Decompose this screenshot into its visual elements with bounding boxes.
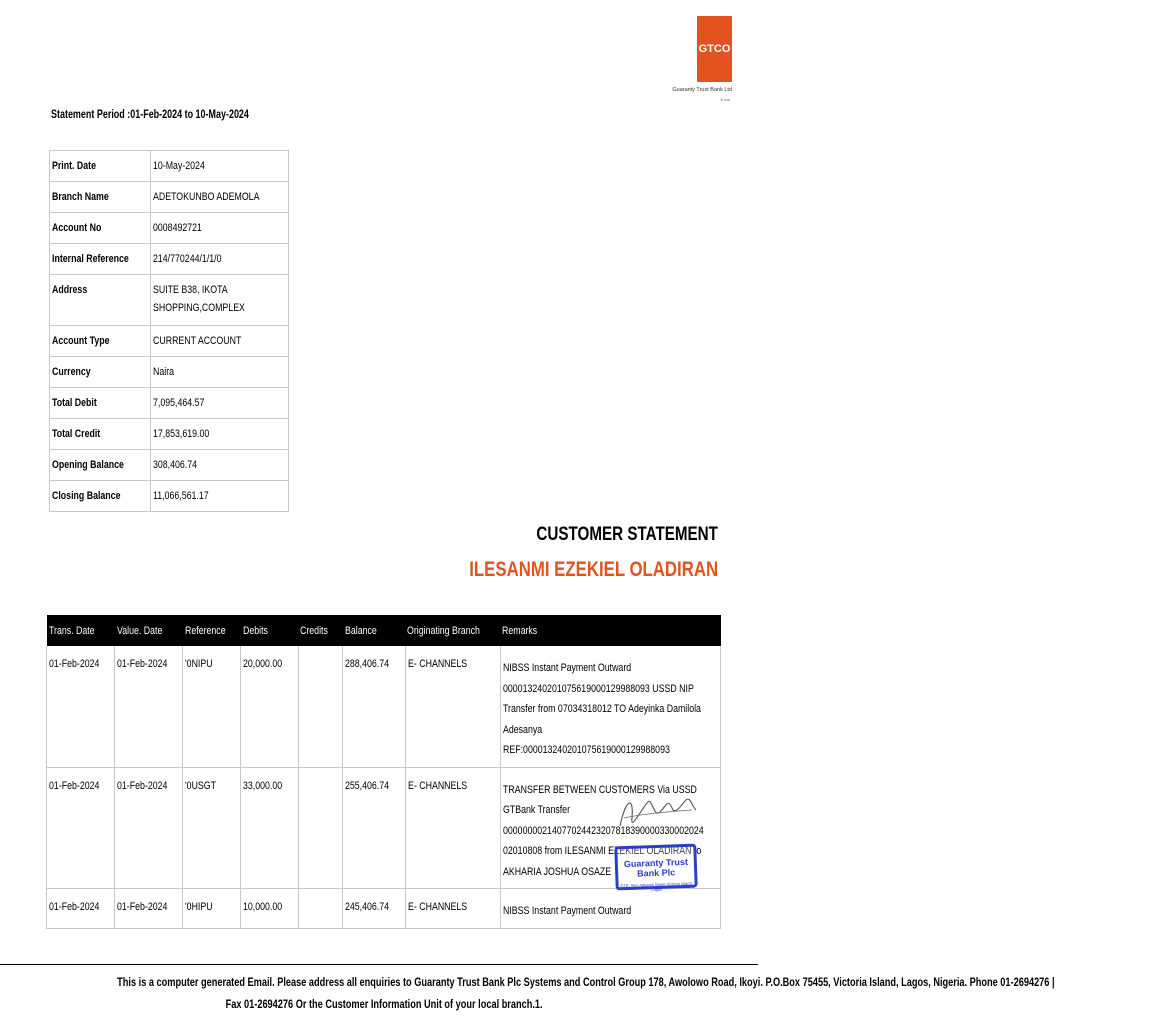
info-value <box>150 326 288 357</box>
info-value <box>150 244 288 275</box>
remarks-line: REF:000013240201075619000129988093 <box>502 744 670 756</box>
remarks-line: Transfer from 07034318012 TO Adeyinka Damilola <box>502 703 701 715</box>
bank-stamp <box>614 844 697 891</box>
info-label <box>50 151 151 182</box>
cell-text: 01-Feb-2024 <box>117 779 168 792</box>
footer-line-1: This is a computer generated Email. Please address all enquiries to Guaranty Trust Bank Plc Systems and Control Group 178, Awolowo Road, Ikoyi. P.O.Box 75455, Victoria Island, Lagos, Nigeria. Phone 01-2694276 | <box>117 977 1055 989</box>
info-value-text: 11,066,561.17 <box>152 490 209 502</box>
info-label-text: Branch Name <box>52 191 109 203</box>
info-value-text-2: SHOPPING,COMPLEX <box>152 302 245 314</box>
footer <box>0 972 1055 1016</box>
cell-text: '0NIPU <box>185 658 213 670</box>
remarks-line: 02010808 from ILESANMI EZEKIEL OLADIRAN to <box>502 845 702 857</box>
info-value-text: 214/770244/1/1/0 <box>152 253 222 265</box>
column-header-text: Reference <box>184 624 226 637</box>
column-header <box>47 615 115 646</box>
account-info-table <box>49 150 289 512</box>
info-value-text: SUITE B38, IKOTA <box>152 284 228 296</box>
column-header <box>405 615 500 646</box>
info-row <box>50 388 289 419</box>
cell-text: E- CHANNELS <box>407 779 468 792</box>
info-row <box>50 275 289 326</box>
stamp-text: Guaranty Trust Bank Plc <box>623 856 689 879</box>
cell-text: 33,000.00 <box>243 779 283 792</box>
cell-text: 20,000.00 <box>243 658 283 670</box>
info-value <box>150 151 288 182</box>
cell-remarks <box>500 646 720 767</box>
info-label-text: Address <box>52 284 88 296</box>
cell-reference <box>183 889 241 929</box>
cell-text: E- CHANNELS <box>407 658 468 670</box>
column-header <box>500 615 720 646</box>
logo-text: GTCO <box>698 43 731 55</box>
remarks-line: Adesanya <box>502 723 543 736</box>
column-header-text: Originating Branch <box>407 624 481 637</box>
column-header-text: Remarks <box>502 624 538 637</box>
customer-name: ILESANMI EZEKIEL OLADIRAN <box>469 558 718 581</box>
column-header <box>115 615 183 646</box>
cell-trans-date <box>47 767 115 889</box>
info-value <box>150 213 288 244</box>
cell-branch <box>405 889 500 929</box>
cell-balance <box>343 646 405 767</box>
remarks-line: AKHARIA JOSHUA OSAZE <box>502 865 612 878</box>
cell-text: 288,406.74 <box>345 658 390 670</box>
info-value-text: CURRENT ACCOUNT <box>152 335 242 347</box>
remarks-line: NIBSS Instant Payment Outward <box>502 662 632 674</box>
info-label-text: Total Credit <box>52 428 101 440</box>
info-value-text: 17,853,619.00 <box>152 428 210 440</box>
info-value-text: ADETOKUNBO ADEMOLA <box>152 191 260 203</box>
info-value <box>150 275 288 326</box>
info-label-text: Print. Date <box>52 160 97 172</box>
logo-subtext-2: K nor <box>720 97 730 102</box>
info-value-text: 7,095,464.57 <box>152 397 205 409</box>
info-value <box>150 388 288 419</box>
cell-trans-date <box>47 646 115 767</box>
info-value <box>150 419 288 450</box>
cell-balance <box>343 767 405 889</box>
cell-text: 01-Feb-2024 <box>49 779 100 792</box>
remarks-line: NIBSS Instant Payment Outward <box>502 905 632 917</box>
info-row <box>50 450 289 481</box>
info-label <box>50 244 151 275</box>
info-row <box>50 419 289 450</box>
info-label <box>50 481 151 512</box>
column-header <box>298 615 343 646</box>
table-header-row <box>47 615 721 646</box>
cell-branch <box>405 646 500 767</box>
info-label-text: Opening Balance <box>52 459 124 471</box>
footer-line-2: Fax 01-2694276 Or the Customer Information Unit of your local branch.1. <box>225 999 543 1011</box>
remarks-line: GTBank Transfer <box>502 804 570 816</box>
cell-text: 01-Feb-2024 <box>49 901 100 913</box>
cell-debit <box>241 767 299 889</box>
info-row <box>50 182 289 213</box>
info-value-text: 10-May-2024 <box>152 160 205 172</box>
info-value-text: 308,406.74 <box>152 459 198 471</box>
cell-reference <box>183 646 241 767</box>
cell-text: E- CHANNELS <box>407 901 468 913</box>
info-label <box>50 275 151 326</box>
customer-statement-title: CUSTOMER STATEMENT <box>536 524 718 545</box>
info-label <box>50 213 151 244</box>
cell-reference <box>183 767 241 889</box>
cell-text: 255,406.74 <box>345 779 390 792</box>
cell-value-date <box>115 889 183 929</box>
cell-text: 01-Feb-2024 <box>117 901 168 913</box>
remarks-line: TRANSFER BETWEEN CUSTOMERS Via USSD <box>502 783 697 796</box>
info-label-text: Account No <box>52 222 102 234</box>
footer-divider <box>0 964 758 965</box>
column-header <box>343 615 405 646</box>
cell-debit <box>241 889 299 929</box>
cell-text: '0USGT <box>185 779 217 792</box>
cell-trans-date <box>47 889 115 929</box>
info-label <box>50 357 151 388</box>
statement-period: Statement Period :01-Feb-2024 to 10-May-2024 <box>51 109 249 121</box>
gtco-logo <box>697 16 732 82</box>
info-label-text: Currency <box>52 366 91 378</box>
column-header-text: Value. Date <box>116 624 162 637</box>
info-row <box>50 244 289 275</box>
cell-text: 10,000.00 <box>243 901 283 913</box>
info-value-text: Naira <box>152 366 175 378</box>
remarks-line: 00000000214077024423207818390000330002024 <box>502 824 704 837</box>
column-header <box>241 615 299 646</box>
cell-credit <box>298 767 343 889</box>
info-label-text: Internal Reference <box>52 253 129 265</box>
info-row <box>50 326 289 357</box>
cell-text: '0HIPU <box>185 901 213 913</box>
info-value <box>150 357 288 388</box>
table-row <box>47 889 721 929</box>
cell-remarks <box>500 889 720 929</box>
table-row <box>47 646 721 767</box>
column-header <box>183 615 241 646</box>
cell-branch <box>405 767 500 889</box>
info-value-text: 0008492721 <box>152 222 202 234</box>
cell-debit <box>241 646 299 767</box>
info-label <box>50 450 151 481</box>
column-header-text: Credits <box>300 624 328 637</box>
cell-value-date <box>115 767 183 889</box>
info-label <box>50 388 151 419</box>
cell-text: 01-Feb-2024 <box>49 658 100 670</box>
info-label-text: Total Debit <box>52 397 97 409</box>
cell-balance <box>343 889 405 929</box>
info-label-text: Account Type <box>52 335 110 347</box>
stamp-small-text: GTE, Akin Adesola Street Victoria Island, Lagos <box>620 880 693 893</box>
signature-scribble <box>612 788 702 838</box>
info-label <box>50 182 151 213</box>
info-value <box>150 481 288 512</box>
cell-value-date <box>115 646 183 767</box>
info-value <box>150 450 288 481</box>
cell-text: 01-Feb-2024 <box>117 658 168 670</box>
logo-subtext: Guaranty Trust Bank Ltd <box>672 87 732 93</box>
info-row <box>50 481 289 512</box>
info-value <box>150 182 288 213</box>
column-header-text: Debits <box>242 624 268 637</box>
column-header-text: Balance <box>344 624 377 637</box>
remarks-line: 000013240201075619000129988093 USSD NIP <box>502 682 694 695</box>
info-label-text: Closing Balance <box>52 490 121 502</box>
cell-credit <box>298 889 343 929</box>
column-header-text: Trans. Date <box>48 624 95 637</box>
info-row <box>50 213 289 244</box>
info-label <box>50 419 151 450</box>
cell-text: 245,406.74 <box>345 901 390 913</box>
info-label <box>50 326 151 357</box>
info-row <box>50 357 289 388</box>
info-row <box>50 151 289 182</box>
cell-credit <box>298 646 343 767</box>
